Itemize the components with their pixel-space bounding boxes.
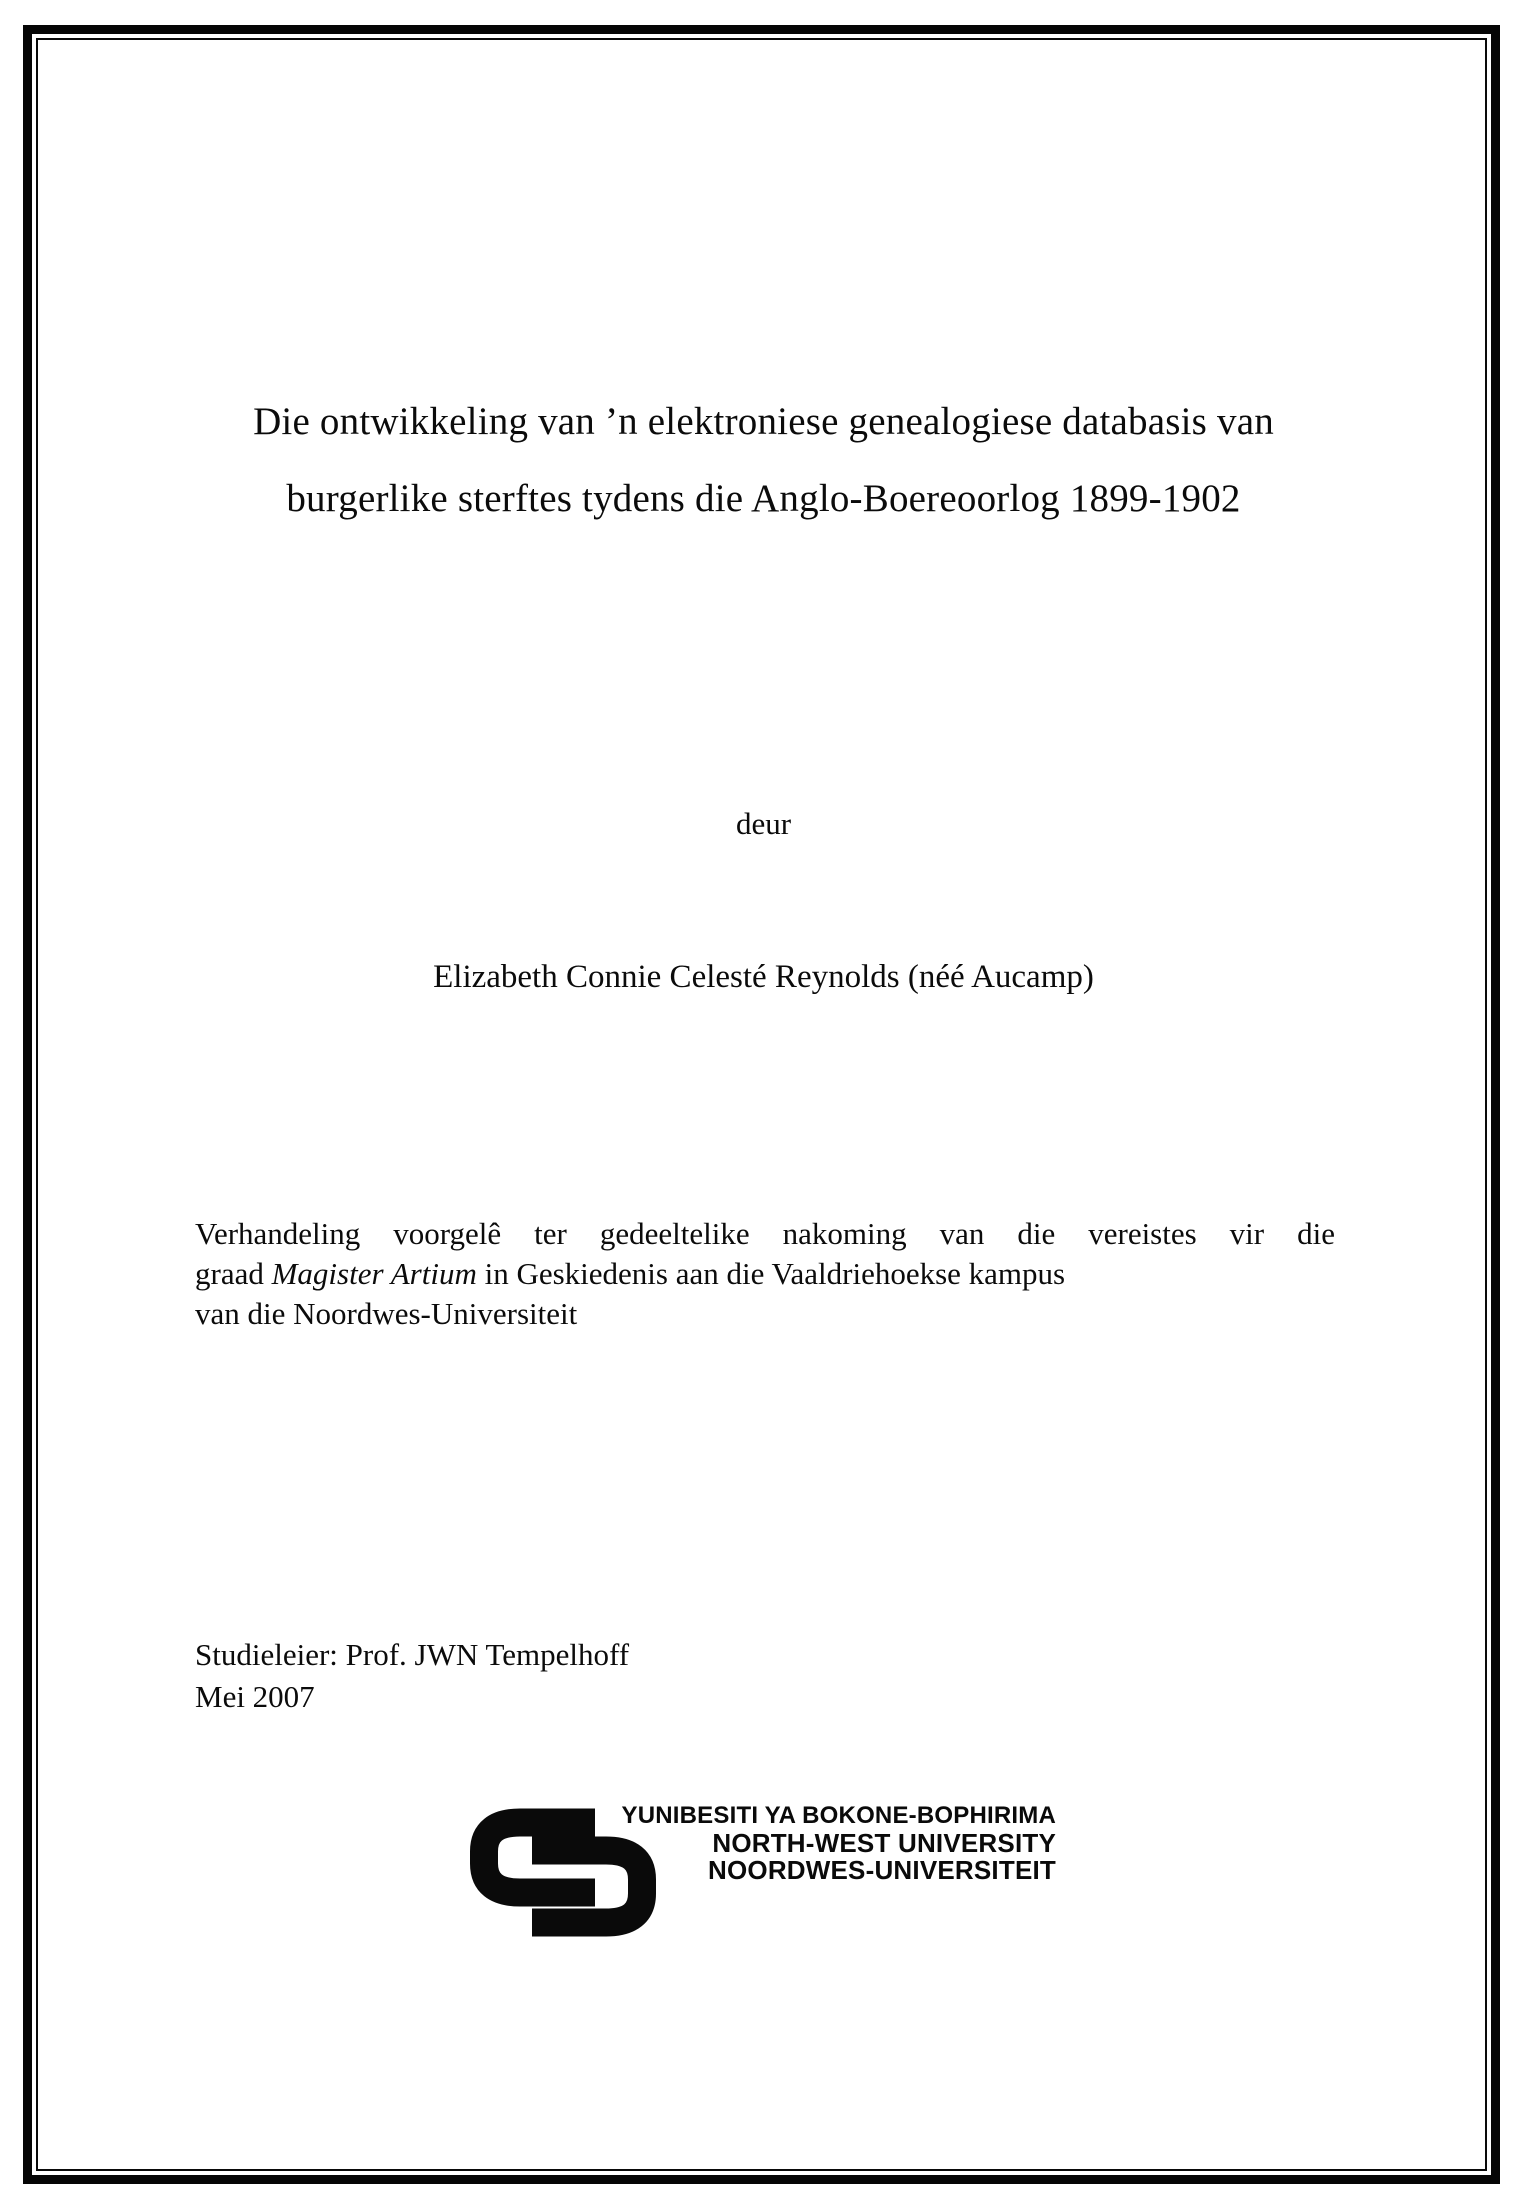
author-name: Elizabeth Connie Celesté Reynolds (néé Aucamp) [433, 959, 1094, 995]
supervisor-block [195, 1634, 1095, 1718]
magister-artium-italic: Magister Artium [271, 1256, 477, 1291]
statement-line-2 [195, 1254, 1335, 1294]
nwu-logo [468, 1796, 1068, 1956]
statement-line-2-post: in Geskiedenis aan die Vaaldriehoekse kampus [476, 1256, 1066, 1291]
title-line-1: Die ontwikkeling van ’n elektroniese genealogiese databasis van [253, 400, 1274, 443]
logo-text-line-2: NORTH-WEST UNIVERSITY [712, 1828, 1056, 1858]
statement-line-1: Verhandeling voorgelê ter gedeeltelike nakoming van die vereistes vir die [195, 1216, 1335, 1251]
thesis-title [150, 383, 1377, 537]
supervisor-line: Studieleier: Prof. JWN Tempelhoff [195, 1637, 630, 1672]
title-line-2: burgerlike sterftes tydens die Anglo-Boereoorlog 1899-1902 [286, 477, 1241, 520]
byline: deur [735, 806, 792, 841]
logo-text-line-3: NOORDWES-UNIVERSITEIT [708, 1855, 1056, 1885]
nwu-logo-text [586, 1802, 1056, 1884]
degree-statement [195, 1214, 1335, 1334]
logo-text-line-1: YUNIBESITI YA BOKONE-BOPHIRIMA [621, 1802, 1056, 1829]
statement-line-2-pre: graad [195, 1256, 272, 1291]
statement-line-3: van die Noordwes-Universiteit [195, 1296, 578, 1331]
date-line: Mei 2007 [195, 1679, 315, 1714]
